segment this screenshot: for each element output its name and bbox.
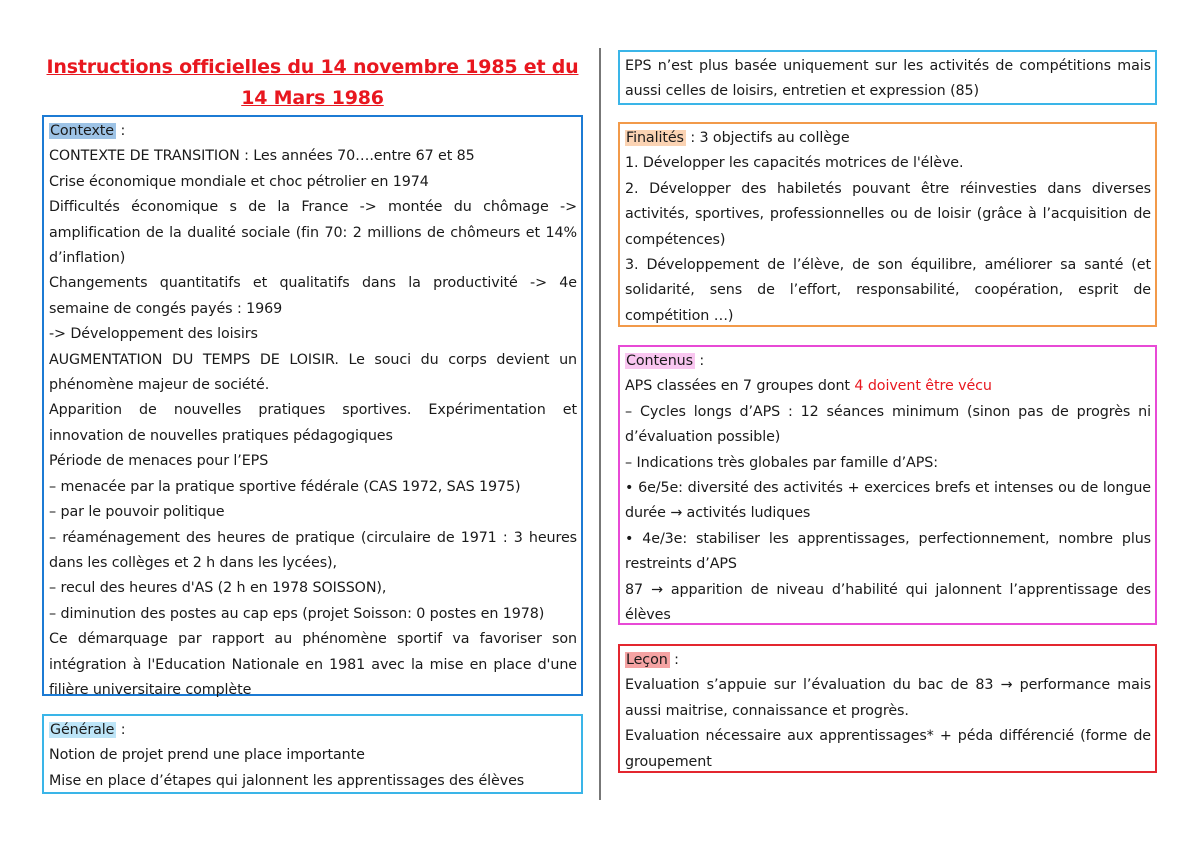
finalites-paragraph: 3. Développement de l’élève, de son équilibre, améliorer sa santé (et solidarité, sens de l’effort, responsabilité, coopération, esprit de compétition …) [625,257,1151,324]
lecon-box [618,644,1157,773]
contenus-intro-highlight: 4 doivent être vécu [854,378,992,395]
column-divider [599,48,601,800]
finalites-heading [625,126,1151,151]
generale-label-suffix: : [116,722,126,738]
lecon-heading [625,648,1151,673]
contexte-paragraph: – réaménagement des heures de pratique (circulaire de 1971 : 3 heures dans les collèges et 2 h dans les lycées), [49,529,577,571]
contexte-paragraph: CONTEXTE DE TRANSITION : Les années 70….entre 67 et 85 [49,148,475,165]
contexte-paragraph: Difficultés économique s de la France -> montée du chômage -> amplification de la dualité sociale (fin 70: 2 millions de chômeurs et 14% d’inflation) [49,199,577,267]
lecon-paragraph: Evaluation s’appuie sur l’évaluation du bac de 83 → performance mais aussi maitrise, connaissance et progrès. [625,677,1151,719]
lecon-paragraph: Evaluation nécessaire aux apprentissages* + péda différencié (forme de groupement [625,728,1151,770]
contenus-intro-text: APS classées en 7 groupes dont [625,378,855,395]
generale-label: Générale [50,722,115,738]
finalites-label: Finalités [626,130,684,146]
contexte-label-suffix: : [116,123,126,139]
finalites-label-suffix: : 3 objectifs au collège [685,130,850,146]
contenus-label: Contenus [626,353,693,369]
contexte-paragraph: – diminution des postes au cap eps (projet Soisson: 0 postes en 1978) [49,605,545,622]
generale-heading [49,718,577,743]
lecon-label: Leçon [626,652,668,668]
contexte-box [42,115,583,696]
contexte-paragraph: AUGMENTATION DU TEMPS DE LOISIR. Le souci du corps devient un phénomène majeur de société. [49,351,577,394]
finalites-paragraph: 1. Développer les capacités motrices de l'élève. [625,155,964,172]
contexte-paragraph: – recul des heures d'AS (2 h en 1978 SOISSON), [49,580,387,597]
contenus-paragraph: • 4e/3e: stabiliser les apprentissages, perfectionnement, nombre plus restreints d’APS [625,530,1151,573]
contenus-label-suffix: : [694,353,705,369]
contexte-heading [49,119,577,144]
contenus-intro [625,374,1151,399]
contenus-heading [625,349,1151,374]
contenus-paragraph: – Cycles longs d’APS : 12 séances minimum (sinon pas de progrès ni d’évaluation possible) [625,403,1151,446]
contexte-paragraph: Crise économique mondiale et choc pétrolier en 1974 [49,173,429,190]
generale-box [42,714,583,794]
finalites-paragraph: 2. Développer des habiletés pouvant être réinvesties dans diverses activités, sportives, professionnelles ou de loisir (grâce à l’acquisition de compétences) [625,180,1151,248]
finalites-box [618,122,1157,327]
generale-paragraph: Mise en place d’étapes qui jalonnent les apprentissages des élèves [49,772,525,789]
contenus-paragraph: 87 → apparition de niveau d’habilité qui jalonnent l’apprentissage des élèves [625,581,1151,624]
contexte-paragraph: -> Développement des loisirs [49,326,258,343]
contenus-box [618,345,1157,625]
contenus-paragraph: – Indications très globales par famille d’APS: [625,454,938,471]
contexte-paragraph: Ce démarquage par rapport au phénomène sportif va favoriser son intégration à l'Education Nationale en 1981 avec la mise en place d'une filière universitaire complète [49,631,577,698]
eps-paragraph: EPS n’est plus basée uniquement sur les activités de compétitions mais aussi celles de loisirs, entretien et expression (85) [625,58,1151,100]
contexte-paragraph: Apparition de nouvelles pratiques sportives. Expérimentation et innovation de nouvelles pratiques pédagogiques [49,402,577,444]
lecon-label-suffix: : [669,652,679,668]
contexte-paragraph: Période de menaces pour l’EPS [49,453,269,470]
page-title: Instructions officielles du 14 novembre 1985 et du 14 Mars 1986 [46,56,579,109]
contexte-paragraph: – par le pouvoir politique [49,504,225,521]
contexte-label: Contexte [50,123,115,139]
contenus-paragraph: • 6e/5e: diversité des activités + exercices brefs et intenses ou de longue durée → activités ludiques [625,480,1151,522]
contexte-paragraph: – menacée par la pratique sportive fédérale (CAS 1972, SAS 1975) [49,478,521,495]
contexte-paragraph: Changements quantitatifs et qualitatifs dans la productivité -> 4e semaine de congés payés : 1969 [49,275,577,317]
generale-paragraph: Notion de projet prend une place importante [49,747,365,764]
eps-box [618,50,1157,105]
